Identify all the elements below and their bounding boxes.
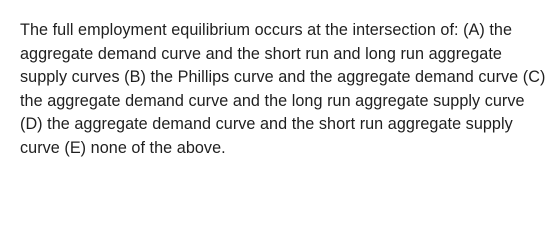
question-text: The full employment equilibrium occurs at the intersection of: (A) the aggregate demand curve and the short run and long run aggregate supply curves (B) the Phillips curve and the aggregate demand curve (C) the aggregate demand curve and the long run aggregate supply curve (D) the aggregate demand curve and the short run aggregate supply curve (E) none of the above. <box>20 21 546 157</box>
